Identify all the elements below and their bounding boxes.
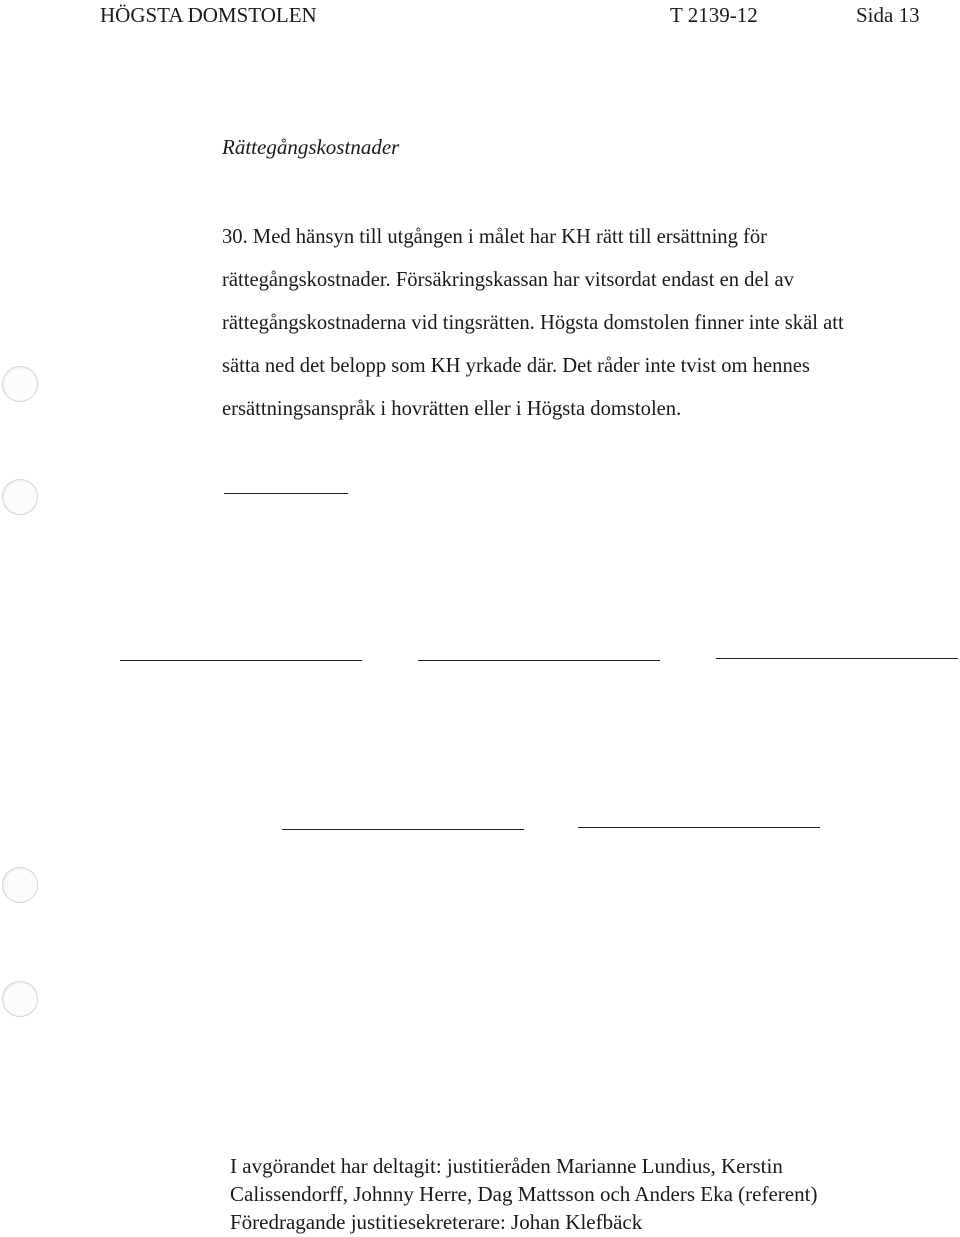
punch-hole <box>2 981 38 1017</box>
paragraph-line: sätta ned det belopp som KH yrkade där. Det råder inte tvist om hennes <box>222 355 810 377</box>
rapporteur-line: Föredragande justitiesekreterare: Johan Klefbäck <box>230 1210 643 1234</box>
signature-line <box>578 827 820 828</box>
paragraph-line: rättegångskostnaderna vid tingsrätten. Högsta domstolen finner inte skäl att <box>222 312 844 334</box>
participants-line: I avgörandet har deltagit: justitieråden Marianne Lundius, Kerstin <box>230 1154 783 1178</box>
paragraph-line: rättegångskostnader. Försäkringskassan har vitsordat endast en del av <box>222 269 794 291</box>
end-rule <box>224 493 348 494</box>
participants-line: Calissendorff, Johnny Herre, Dag Mattsson och Anders Eka (referent) <box>230 1182 818 1206</box>
paragraph-30 <box>222 216 960 431</box>
signature-line <box>716 658 958 659</box>
paragraph-line: ersättningsanspråk i hovrätten eller i Högsta domstolen. <box>222 398 682 420</box>
court-name: HÖGSTA DOMSTOLEN <box>100 3 317 27</box>
signature-line <box>120 660 362 661</box>
section-heading: Rättegångskostnader <box>222 135 400 159</box>
punch-hole <box>2 867 38 903</box>
participants-note <box>230 1152 817 1236</box>
punch-hole <box>2 366 38 402</box>
page-number: Sida 13 <box>856 3 920 27</box>
case-number: T 2139-12 <box>670 3 758 27</box>
signature-line <box>282 829 524 830</box>
punch-hole <box>2 479 38 515</box>
signature-line <box>418 660 660 661</box>
paragraph-line: 30. Med hänsyn till utgången i målet har KH rätt till ersättning för <box>222 226 768 248</box>
